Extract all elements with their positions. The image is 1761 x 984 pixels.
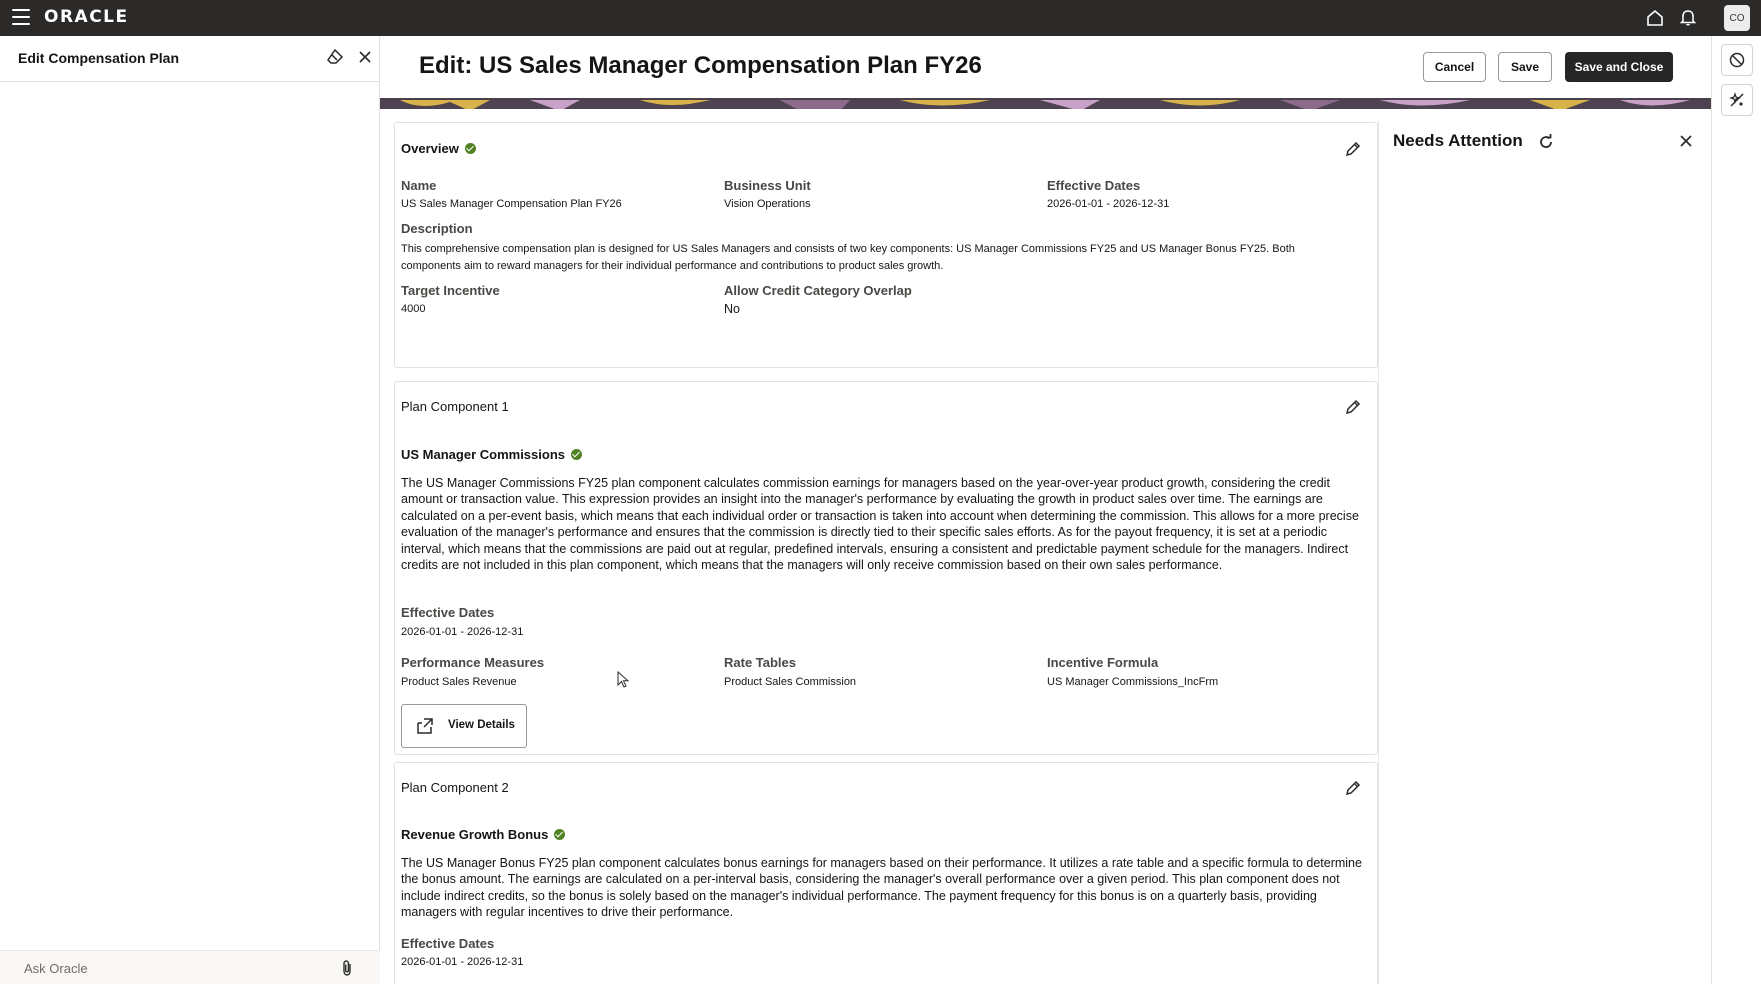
sparkle-off-icon [1729, 92, 1745, 108]
save-button[interactable]: Save [1498, 52, 1552, 82]
eraser-icon[interactable] [326, 48, 344, 66]
check-circle-icon [465, 143, 476, 154]
cancel-circle-button[interactable] [1721, 44, 1753, 76]
component-name: Revenue Growth Bonus [401, 827, 549, 842]
assistant-panel-title: Edit Compensation Plan [18, 50, 180, 66]
effective-dates-value: 2026-01-01 - 2026-12-31 [401, 956, 524, 968]
business-unit-label: Business Unit [724, 178, 811, 193]
rate-tables-value: Product Sales Commission [724, 676, 857, 688]
rate-tables-label: Rate Tables [724, 655, 797, 670]
description-value: This comprehensive compensation plan is designed for US Sales Managers and consists of two key components: US Manager Commissions FY25 and US Manager Bonus FY25. Both components aim to reward managers for their individual performance and contributions to product sales growth. [401, 243, 1295, 272]
cancel-button[interactable]: Cancel [1423, 52, 1486, 82]
credit-overlap-label: Allow Credit Category Overlap [724, 283, 912, 298]
component-heading [401, 447, 582, 462]
name-value: US Sales Manager Compensation Plan FY26 [401, 198, 622, 210]
bell-icon[interactable] [1678, 7, 1698, 27]
performance-measures-value: Product Sales Revenue [401, 676, 517, 688]
assistant-panel-header [0, 36, 380, 82]
user-avatar[interactable]: CO [1724, 5, 1750, 31]
effective-dates-label: Effective Dates [401, 936, 495, 951]
name-label: Name [401, 178, 437, 193]
right-toolbar [1711, 36, 1761, 984]
effective-dates-value: 2026-01-01 - 2026-12-31 [401, 626, 524, 638]
effective-dates-value: 2026-01-01 - 2026-12-31 [1047, 198, 1170, 210]
description-label: Description [401, 221, 473, 236]
save-and-close-button[interactable]: Save and Close [1565, 52, 1673, 82]
overview-title: Overview [401, 141, 459, 156]
ask-oracle-input[interactable] [12, 956, 332, 980]
ai-assist-off-button[interactable] [1721, 84, 1753, 116]
component-name: US Manager Commissions [401, 447, 565, 462]
plan-component-label: Plan Component 2 [401, 780, 509, 795]
open-details-icon [416, 717, 434, 735]
check-circle-icon [554, 829, 565, 840]
home-icon[interactable] [1645, 8, 1665, 28]
overview-heading [401, 141, 476, 156]
view-details-button[interactable] [401, 704, 527, 748]
target-incentive-label: Target Incentive [401, 283, 500, 298]
component-description: The US Manager Bonus FY25 plan component calculates bonus earnings for managers based on their performance. It utilizes a rate table and a specific formula to determine the bonus amount. The earnings are calculated on a per-interval basis, considering the manager's overall performance over a given period. This plan component does not include indirect credits, so the bonus is solely based on the manager's individual performance. The payment frequency for this bonus is on a quarterly basis, providing managers with regular incentives to drive their performance. [401, 856, 1362, 920]
page-title: Edit: US Sales Manager Compensation Plan FY26 [419, 52, 982, 79]
ask-oracle-bar [0, 950, 380, 984]
plan-component-label: Plan Component 1 [401, 399, 509, 414]
edit-pencil-icon[interactable] [1343, 139, 1363, 159]
effective-dates-label: Effective Dates [1047, 178, 1141, 193]
incentive-formula-value: US Manager Commissions_IncFrm [1047, 676, 1219, 688]
component-description: The US Manager Commissions FY25 plan component calculates commission earnings for managers based on the year-over-year product growth, considering the credit amount or transaction value. This expression provides an insight into the manager's performance by evaluating the growth in product sales over time. The earnings are calculated on a per-event basis, which means that each individual order or transaction is taken into account when determining the commission. This allows for a more precise evaluation of the manager's performance and ensures that the commission is directly tied to their specific sales efforts. As for the payout frequency, it is set at a periodic interval, which means that the commissions are paid out at regular, predefined intervals, ensuring a consistent and predictable payment schedule for the managers. Indirect credits are not included in this plan component, which means that the managers will only receive commission based on their own sales performance. [401, 476, 1359, 573]
incentive-formula-label: Incentive Formula [1047, 655, 1159, 670]
needs-attention-title: Needs Attention [1393, 131, 1523, 150]
needs-attention-panel [1378, 120, 1709, 984]
target-incentive-value: 4000 [401, 303, 426, 315]
menu-icon[interactable] [12, 9, 30, 25]
plan-component-2-card [394, 762, 1378, 984]
close-icon[interactable] [356, 48, 374, 66]
edit-pencil-icon[interactable] [1343, 397, 1363, 417]
refresh-icon[interactable] [1536, 132, 1556, 152]
edit-pencil-icon[interactable] [1343, 778, 1363, 798]
view-details-label: View Details [448, 719, 515, 731]
oracle-logo[interactable]: ORACLE [44, 7, 129, 27]
mouse-cursor-icon [617, 671, 629, 689]
global-header [0, 0, 1761, 36]
check-circle-icon [571, 449, 582, 460]
overview-card [394, 122, 1378, 368]
business-unit-value: Vision Operations [724, 198, 811, 210]
paperclip-icon[interactable] [338, 959, 356, 977]
assistant-panel [0, 36, 380, 984]
performance-measures-label: Performance Measures [401, 655, 545, 670]
effective-dates-label: Effective Dates [401, 605, 495, 620]
decorative-banner [380, 98, 1711, 109]
plan-component-1-card [394, 381, 1378, 755]
component-heading [401, 827, 565, 842]
close-icon[interactable] [1677, 132, 1695, 150]
credit-overlap-value: No [724, 302, 740, 316]
prohibited-icon [1729, 52, 1745, 68]
